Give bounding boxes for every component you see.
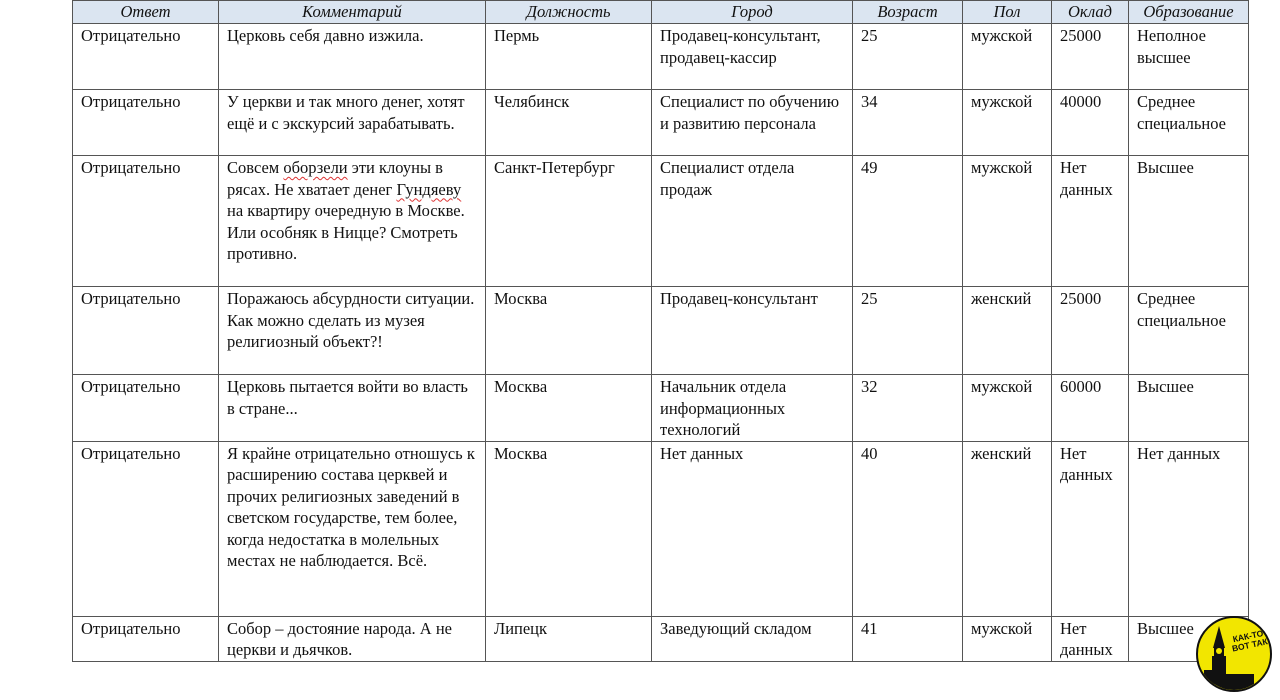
- cell-answer: Отрицательно: [73, 24, 219, 90]
- cell-col4: Специалист отдела продаж: [652, 156, 853, 287]
- cell-sex: женский: [963, 287, 1052, 375]
- cell-education: Неполное высшее: [1129, 24, 1249, 90]
- table-row: [73, 24, 1249, 90]
- header-position: Должность: [486, 1, 652, 24]
- spellcheck-word: Гундяеву: [396, 179, 462, 199]
- cell-age: 49: [853, 156, 963, 287]
- cell-sex: мужской: [963, 156, 1052, 287]
- logo-text: КАК-ТО ВОТ ТАК: [1231, 628, 1269, 654]
- cell-education: Высшее: [1129, 375, 1249, 442]
- header-comment: Комментарий: [219, 1, 486, 24]
- cell-col3: Москва: [486, 287, 652, 375]
- cell-education: Среднее специальное: [1129, 90, 1249, 156]
- table-row: [73, 375, 1249, 442]
- header-age: Возраст: [853, 1, 963, 24]
- cell-sex: мужской: [963, 90, 1052, 156]
- cell-col4: Продавец-консультант, продавец-кассир: [652, 24, 853, 90]
- cell-answer: Отрицательно: [73, 375, 219, 442]
- cell-col3: Москва: [486, 375, 652, 442]
- cell-salary: Нет данных: [1052, 156, 1129, 287]
- header-salary: Оклад: [1052, 1, 1129, 24]
- cell-salary: 60000: [1052, 375, 1129, 442]
- cell-col4: Начальник отдела информационных технологий: [652, 375, 853, 442]
- comment-part: эти клоуны в рясах. Не хватает денег: [227, 158, 443, 199]
- cell-age: 40: [853, 441, 963, 616]
- cell-col4: Нет данных: [652, 441, 853, 616]
- header-city: Город: [652, 1, 853, 24]
- cell-comment: У церкви и так много денег, хотят ещё и с экскурсий зарабатывать.: [219, 90, 486, 156]
- cell-col3: Липецк: [486, 616, 652, 661]
- table-row: [73, 156, 1249, 287]
- table-row: [73, 616, 1249, 661]
- cell-answer: Отрицательно: [73, 156, 219, 287]
- cell-answer: Отрицательно: [73, 287, 219, 375]
- cell-col4: Специалист по обучению и развитию персонала: [652, 90, 853, 156]
- header-education: Образование: [1129, 1, 1249, 24]
- cell-comment: Я крайне отрицательно отношусь к расширению состава церквей и прочих религиозных заведений в светском государстве, тем более, когда недостатка в молельных местах не наблюдается. Всё.: [219, 441, 486, 616]
- header-row: [73, 1, 1249, 24]
- cell-answer: Отрицательно: [73, 441, 219, 616]
- cell-salary: 25000: [1052, 24, 1129, 90]
- cell-sex: мужской: [963, 616, 1052, 661]
- cell-sex: мужской: [963, 375, 1052, 442]
- cell-salary: 25000: [1052, 287, 1129, 375]
- cell-salary: 40000: [1052, 90, 1129, 156]
- cell-col3: Пермь: [486, 24, 652, 90]
- survey-table: [72, 0, 1249, 662]
- header-sex: Пол: [963, 1, 1052, 24]
- comment-part: Совсем: [227, 158, 284, 177]
- table-row: [73, 90, 1249, 156]
- cell-sex: мужской: [963, 24, 1052, 90]
- cell-answer: Отрицательно: [73, 90, 219, 156]
- cell-education: Высшее: [1129, 616, 1249, 661]
- cell-age: 25: [853, 24, 963, 90]
- cell-comment: Собор – достояние народа. А не церкви и дьячков.: [219, 616, 486, 661]
- cell-comment: Церковь себя давно изжила.: [219, 24, 486, 90]
- cell-age: 34: [853, 90, 963, 156]
- cell-col4: Заведующий складом: [652, 616, 853, 661]
- cell-col3: Москва: [486, 441, 652, 616]
- cell-age: 32: [853, 375, 963, 442]
- cell-age: 41: [853, 616, 963, 661]
- cell-education: Высшее: [1129, 156, 1249, 287]
- logo-badge: [1196, 616, 1272, 692]
- cell-salary: Нет данных: [1052, 616, 1129, 661]
- cell-education: Среднее специальное: [1129, 287, 1249, 375]
- cell-answer: Отрицательно: [73, 616, 219, 661]
- cell-comment: Поражаюсь абсурдности ситуации. Как можно сделать из музея религиозный объект?!: [219, 287, 486, 375]
- cell-col4: Продавец-консультант: [652, 287, 853, 375]
- cell-comment: Церковь пытается войти во власть в стране...: [219, 375, 486, 442]
- header-answer: Ответ: [73, 1, 219, 24]
- comment-part: на квартиру очередную в Москве. Или особняк в Ницце? Смотреть противно.: [227, 201, 465, 263]
- cell-col3: Санкт-Петербург: [486, 156, 652, 287]
- table-row: [73, 441, 1249, 616]
- cell-education: Нет данных: [1129, 441, 1249, 616]
- spellcheck-word: оборзели: [283, 158, 348, 177]
- cell-salary: Нет данных: [1052, 441, 1129, 616]
- cell-sex: женский: [963, 441, 1052, 616]
- table-row: [73, 287, 1249, 375]
- cell-col3: Челябинск: [486, 90, 652, 156]
- cell-age: 25: [853, 287, 963, 375]
- cell-comment: [219, 156, 486, 287]
